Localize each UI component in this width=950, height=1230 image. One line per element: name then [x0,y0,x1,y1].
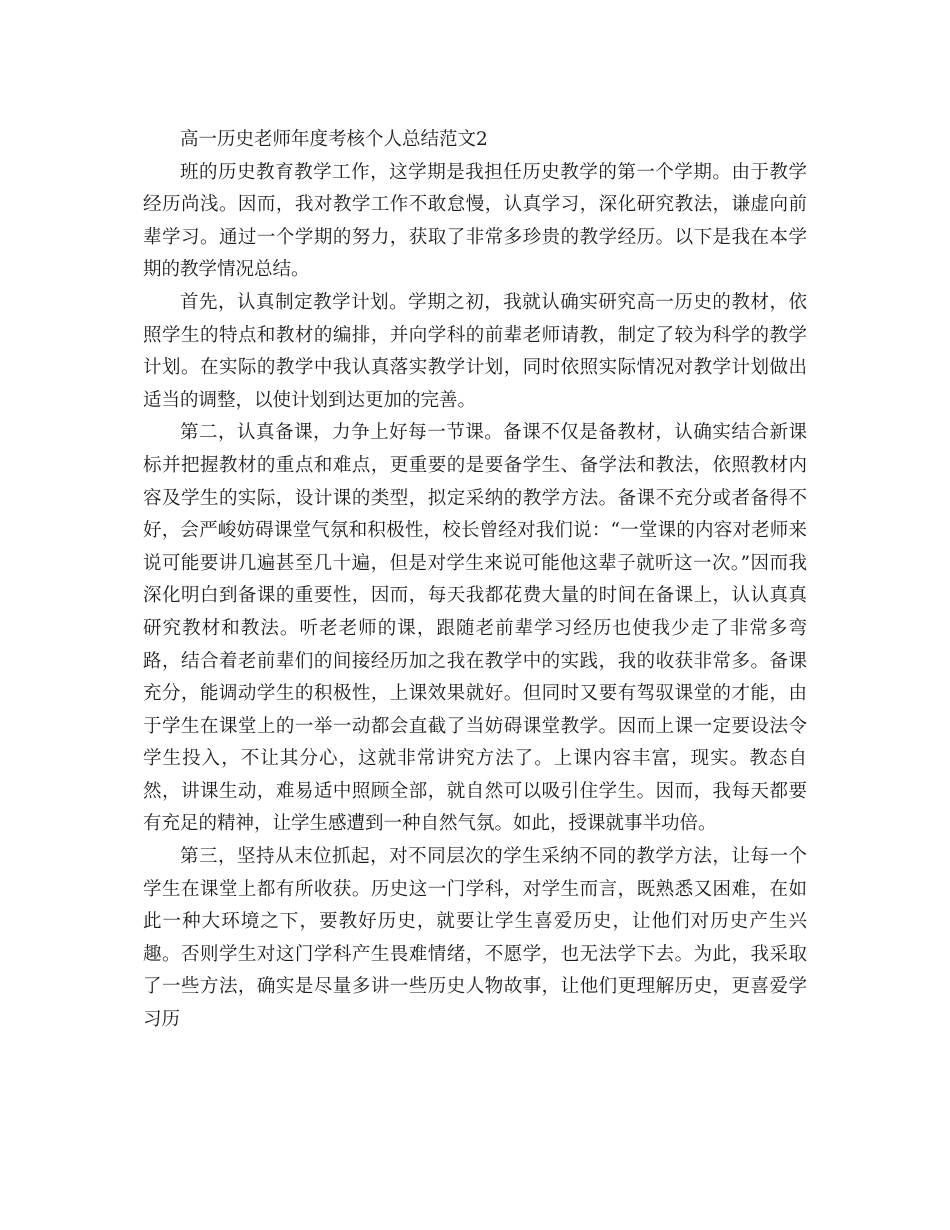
paragraph-intro: 班的历史教育教学工作，这学期是我担任历史教学的第一个学期。由于教学经历尚浅。因而，我对教学工作不敢怠慢，认真学习，深化研究教法，谦虚向前辈学习。通过一个学期的努力，获取了非常多珍贵的教学经历。以下是我在本学期的教学情况总结。 [143,161,807,281]
document-body [143,124,807,1037]
paragraph-third-point: 第三，坚持从末位抓起，对不同层次的学生采纳不同的教学方法，让每一个学生在课堂上都有所收获。历史这一门学科，对学生而言，既熟悉又困难，在如此一种大环境之下，要教好历史，就要让学生喜爱历史，让他们对历史产生兴趣。否则学生对这门学科产生畏难情绪，不愿学，也无法学下去。为此，我采取了一些方法，确实是尽量多讲一些历史人物故事，让他们更理解历史，更喜爱学习历 [143,846,807,1031]
document-title: 高一历史老师年度考核个人总结范文2 [180,129,488,150]
paragraph-first-point: 首先，认真制定教学计划。学期之初，我就认确实研究高一历史的教材，依照学生的特点和教材的编排，并向学科的前辈老师请教，制定了较为科学的教学计划。在实际的教学中我认真落实教学计划，同时依照实际情况对教学计划做出适当的调整，以使计划到达更加的完善。 [143,291,807,411]
paragraph-second-point: 第二，认真备课，力争上好每一节课。备课不仅是备教材，认确实结合新课标并把握教材的重点和难点，更重要的是要备学生、备学法和教法，依照教材内容及学生的实际，设计课的类型，拟定采纳的教学方法。备课不充分或者备得不好，会严峻妨碍课堂气氛和积极性，校长曾经对我们说：“一堂课的内容对老师来说可能要讲几遍甚至几十遍，但是对学生来说可能他这辈子就听这一次。”因而我深化明白到备课的重要性，因而，每天我都花费大量的时间在备课上，认认真真研究教材和教法。听老老师的课，跟随老前辈学习经历也使我少走了非常多弯路，结合着老前辈们的间接经历加之我在教学中的实践，我的收获非常多。备课充分，能调动学生的积极性，上课效果就好。但同时又要有驾驭课堂的才能，由于学生在课堂上的一举一动都会直截了当妨碍课堂教学。因而上课一定要设法令学生投入，不让其分心，这就非常讲究方法了。上课内容丰富，现实。教态自然，讲课生动，难易适中照顾全部，就自然可以吸引住学生。因而，我每天都要有充足的精神，让学生感遭到一种自然气氛。如此，授课就事半功倍。 [143,422,807,835]
